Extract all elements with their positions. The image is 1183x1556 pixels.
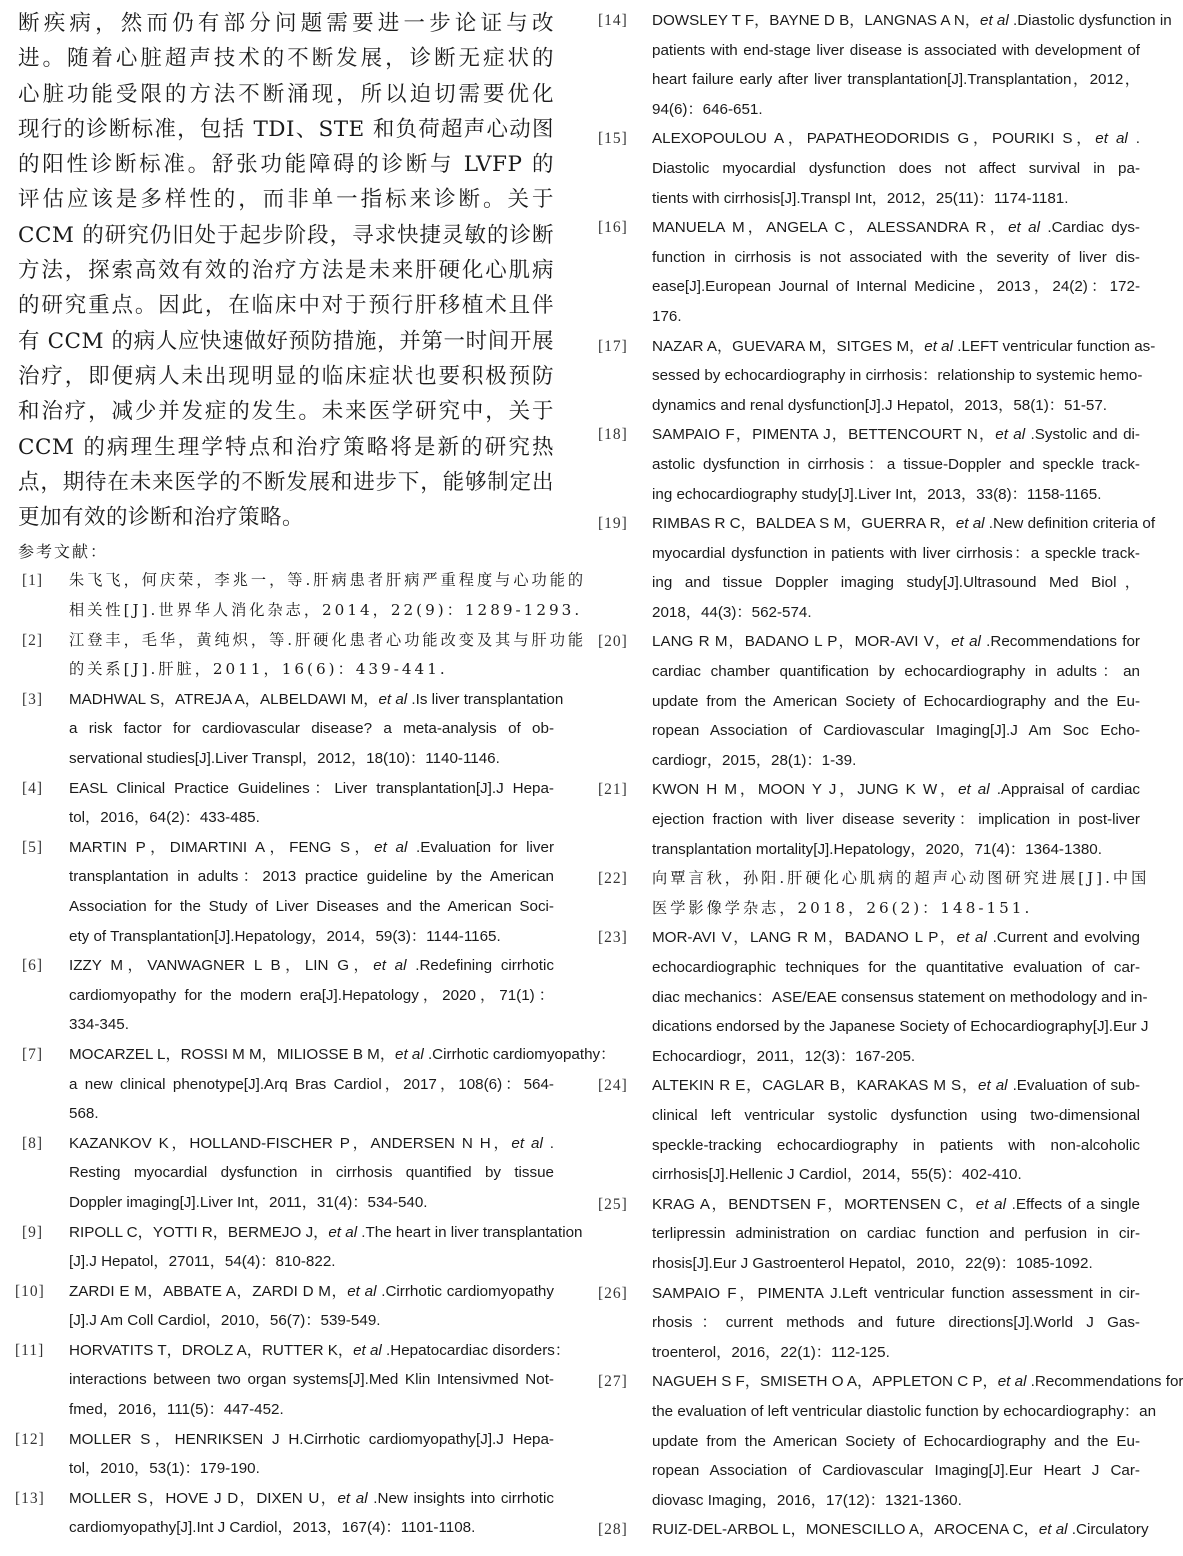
reference-line: transplantation mortality[J].Hepatology，2020，71(4)：1364-1380. [652,840,1102,858]
reference-line: SAMPAIO F，PIMENTA J，BETTENCOURT N，et al .Systolic and di- [652,426,1140,444]
reference-number: [1] [22,572,44,590]
reference-number: [3] [22,690,44,708]
reference-line: dynamics and renal dysfunction[J].J Hepatol，2013，58(1)：51-57. [652,396,1108,414]
reference-text [652,923,1149,1071]
reference-text [69,566,587,625]
reference-line: cardiac chamber quantification by echocardiography in adults：an [652,663,1140,681]
reference-text [69,1277,554,1336]
reference-line: Association for the Study of Liver Diseases and the American Soci- [69,897,554,915]
reference-line: MOLLER S，HOVE J D，DIXEN U，et al .New insights into cirrhotic [69,1489,554,1507]
reference-line: 334-345. [69,1016,129,1034]
reference-number: [22] [598,870,628,888]
reference-item [18,1129,554,1218]
reference-line: ing echocardiography study[J].Liver Int，2013，33(8)：1158-1165. [652,485,1102,503]
reference-text [69,951,554,1040]
reference-line: 的关系[J].肝脏，2011，16(6)：439-441. [69,660,448,679]
reference-line: interactions between two organ systems[J].Med Klin Intensivmed Not- [69,1371,554,1389]
reference-line: 医学影像学杂志，2018，26(2)：148-151. [652,898,1033,917]
reference-line: HORVATITS T，DROLZ A，RUTTER K，et al .Hepatocardiac disorders： [69,1341,571,1359]
reference-line: MADHWAL S，ATREJA A，ALBELDAWI M，et al .Is liver transplantation [69,690,564,708]
body-text-line: 心脏功能受限的方法不断涌现，所以迫切需要优化 [18,81,554,107]
reference-text [652,420,1140,509]
reference-item [15,1425,554,1484]
reference-line: 相关性[J].世界华人消化杂志，2014，22(9)：1289-1293. [69,601,583,620]
reference-number: [4] [22,779,44,797]
reference-line: cardiomyopathy for the modern era[J].Hepatology，2020，71(1)： [69,986,554,1004]
reference-line: ing and tissue Doppler imaging study[J].Ultrasound Med Biol， [652,574,1140,592]
reference-number: [21] [598,781,628,799]
reference-line: Resting myocardial dysfunction in cirrhosis quantified by tissue [69,1164,554,1182]
reference-number: [14] [598,12,628,29]
reference-item [598,509,1156,627]
reference-number: [5] [22,838,44,856]
reference-line: Echocardiogr，2011，12(3)：167-205. [652,1047,916,1065]
reference-line: ZARDI E M，ABBATE A，ZARDI D M，et al .Cirrhotic cardiomyopathy [69,1282,554,1300]
body-text-line: 进。随着心脏超声技术的不断发展，诊断无症状的 [18,46,554,72]
reference-item [598,923,1149,1071]
reference-item [598,1367,1183,1515]
reference-text [69,774,554,833]
reference-text [652,6,1172,124]
body-text-line: CCM 的病理生理学特点和治疗策略将是新的研究热 [18,434,554,460]
body-text-line: 有 CCM 的病人应快速做好预防措施，并第一时间开展 [18,328,554,354]
reference-text [652,864,1150,923]
reference-item [598,124,1140,213]
reference-item [598,213,1140,331]
reference-line: MOCARZEL L，ROSSI M M，MILIOSSE B M，et al .Cirrhotic cardiomyopathy： [69,1045,616,1063]
reference-text [652,775,1140,864]
reference-item [18,833,554,951]
reference-line: rhosis[J].Eur J Gastroenterol Hepatol，2010，22(9)：1085-1092. [652,1254,1093,1272]
reference-text [652,627,1140,775]
reference-line: NAGUEH S F，SMISETH O A，APPLETON C P，et al .Recommendations for [652,1373,1183,1391]
reference-line: tients with cirrhosis[J].Transpl Int，2012，25(11)：1174-1181. [652,189,1069,207]
body-text-line: 断疾病，然而仍有部分问题需要进一步论证与改 [18,11,554,36]
reference-item [598,420,1140,509]
body-text-line: 和治疗，减少并发症的发生。未来医学研究中，关于 [18,399,554,425]
body-text-line: 治疗，即便病人未出现明显的临床症状也要积极预防 [18,363,554,389]
reference-line: Diastolic myocardial dysfunction does not affect survival in pa- [652,159,1140,177]
reference-number: [25] [598,1195,628,1213]
reference-line: echocardiographic techniques for the quantitative evaluation of car- [652,959,1140,976]
reference-line: fmed，2016，111(5)：447-452. [69,1401,284,1419]
reference-number: [9] [22,1223,44,1241]
reference-item [598,1515,1149,1545]
reference-line: RIPOLL C，YOTTI R，BERMEJO J，et al .The heart in liver transplantation [69,1223,583,1241]
reference-number: [7] [22,1045,44,1063]
reference-text [652,124,1140,213]
reference-item [18,566,587,625]
reference-line: 176. [652,307,682,325]
reference-line: [J].J Hepatol，27011，54(4)：810-822. [69,1253,336,1271]
reference-line: transplantation in adults：2013 practice guideline by the American [69,868,554,886]
reference-line: 568. [69,1105,99,1123]
reference-item [598,864,1150,923]
reference-line: ALEXOPOULOU A，PAPATHEODORIDIS G，POURIKI S，et al . [652,130,1140,148]
reference-number: [10] [15,1282,45,1300]
reference-item [598,1190,1140,1279]
reference-line: troenterol，2016，22(1)：112-125. [652,1343,890,1361]
reference-line: patients with end-stage liver disease is associated with development of [652,41,1140,59]
reference-text [69,1425,554,1484]
reference-line: KRAG A，BENDTSEN F，MORTENSEN C，et al .Effects of a single [652,1195,1141,1213]
reference-text [69,1484,554,1543]
reference-line: ropean Association of Cardiovascular Imaging[J].J Am Soc Echo- [652,722,1140,740]
reference-number: [13] [15,1489,45,1507]
reference-line: [J].J Am Coll Cardiol，2010，56(7)：539-549. [69,1312,381,1330]
reference-text [69,1129,554,1218]
reference-number: [16] [598,219,628,237]
body-text-line: 更加有效的诊断和治疗策略。 [18,505,305,531]
reference-number: [23] [598,929,628,947]
reference-line: myocardial dysfunction in patients with liver cirrhosis：a speckle track- [652,544,1140,562]
reference-line: ropean Association of Cardiovascular Imaging[J].Eur Heart J Car- [652,1462,1140,1480]
reference-line: a new clinical phenotype[J].Arq Bras Cardiol，2017，108(6)：564- [69,1075,554,1093]
reference-number: [12] [15,1430,45,1448]
body-text-line: 的研究重点。因此，在临床中对于预行肝移植术且伴 [18,293,554,319]
reference-line: ease[J].European Journal of Internal Medicine，2013，24(2)：172- [652,278,1140,296]
reference-number: [26] [598,1284,628,1302]
reference-item [598,6,1172,124]
reference-line: 朱飞飞，何庆荣，李兆一，等.肝病患者肝病严重程度与心功能的 [69,571,587,590]
reference-item [15,1336,571,1425]
reference-text [652,332,1156,421]
reference-number: [19] [598,515,628,533]
reference-item [598,1279,1140,1368]
reference-line: speckle-tracking echocardiography in patients with non-alcoholic [652,1136,1140,1154]
reference-line: clinical left ventricular systolic dysfunction using two-dimensional [652,1106,1140,1124]
references-heading: 参考文献： [18,542,109,562]
reference-line: MANUELA M，ANGELA C，ALESSANDRA R，et al .Cardiac dys- [652,219,1140,237]
body-text-line: 评估应该是多样性的，而非单一指标来诊断。关于 [18,187,554,213]
reference-line: KAZANKOV K，HOLLAND-FISCHER P，ANDERSEN N H，et al . [69,1134,554,1152]
reference-number: [6] [22,957,44,975]
reference-number: [11] [15,1341,45,1359]
reference-number: [24] [598,1077,628,1095]
reference-text [652,1190,1140,1279]
reference-item [598,332,1156,421]
reference-line: servational studies[J].Liver Transpl，2012，18(10)：1140-1146. [69,750,500,768]
reference-line: terlipressin administration on cardiac function and perfusion in cir- [652,1225,1140,1243]
reference-line: 江登丰，毛华，黄纯炽，等.肝硬化患者心功能改变及其与肝功能 [69,630,587,649]
body-text-line: 现行的诊断标准，包括 TDI、STE 和负荷超声心动图 [18,116,554,142]
body-paragraph [18,6,554,535]
reference-text [652,213,1140,331]
reference-line: MOR-AVI V，LANG R M，BADANO L P，et al .Current and evolving [652,929,1140,947]
reference-text [652,1071,1140,1189]
reference-line: DOWSLEY T F，BAYNE D B，LANGNAS A N，et al .Diastolic dysfunction in [652,12,1172,29]
reference-line: cirrhosis[J].Hellenic J Cardiol，2014，55(5)：402-410. [652,1166,1022,1184]
reference-line: LANG R M，BADANO L P，MOR-AVI V，et al .Recommendations for [652,633,1140,651]
reference-line: ety of Transplantation[J].Hepatology，2014，59(3)：1144-1165. [69,927,501,945]
reference-line: update from the American Society of Echocardiography and the Eu- [652,1432,1140,1450]
reference-line: ALTEKIN R E，CAGLAR B，KARAKAS M S，et al .Evaluation of sub- [652,1077,1141,1095]
reference-item [598,1071,1140,1189]
reference-item [18,685,564,774]
reference-line: a risk factor for cardiovascular disease? a meta-analysis of ob- [69,720,554,738]
reference-line: IZZY M，VANWAGNER L B，LIN G，et al .Redefining cirrhotic [69,957,554,975]
reference-text [652,1367,1183,1515]
body-text-line: 方法，探索高效有效的治疗方法是未来肝硬化心肌病 [18,258,554,284]
reference-line: diac mechanics：ASE/EAE consensus statement on methodology and in- [652,988,1148,1006]
reference-line: dications endorsed by the Japanese Society of Echocardiography[J].Eur J [652,1018,1149,1036]
reference-line: tol，2010，53(1)：179-190. [69,1460,260,1478]
reference-line: update from the American Society of Echocardiography and the Eu- [652,692,1140,710]
reference-line: Doppler imaging[J].Liver Int，2011，31(4)：534-540. [69,1193,428,1211]
reference-line: ejection fraction with liver disease severity：implication in post-liver [652,811,1140,829]
reference-line: astolic dysfunction in cirrhosis：a tissue-Doppler and speckle track- [652,455,1140,473]
reference-line: MARTIN P，DIMARTINI A，FENG S，et al .Evaluation for liver [69,838,555,856]
reference-number: [2] [22,631,44,649]
reference-line: 94(6)：646-651. [652,100,763,118]
reference-line: MOLLER S，HENRIKSEN J H.Cirrhotic cardiomyopathy[J].J Hepa- [69,1430,554,1448]
reference-line: EASL Clinical Practice Guidelines：Liver transplantation[J].J Hepa- [69,779,554,797]
reference-line: diovasc Imaging，2016，17(12)：1321-1360. [652,1491,962,1509]
reference-number: [20] [598,633,628,651]
right-column [598,0,1183,1545]
reference-item [15,1484,554,1543]
references-list-right [598,6,1183,1545]
reference-text [69,1218,583,1277]
reference-item [18,774,554,833]
reference-item [15,1277,554,1336]
reference-number: [27] [598,1373,628,1391]
body-text-line: 点，期待在未来医学的不断发展和进步下，能够制定出 [18,469,554,495]
reference-line: KWON H M，MOON Y J，JUNG K W，et al .Appraisal of cardiac [652,781,1140,799]
body-text-line: 的阳性诊断标准。舒张功能障碍的诊断与 LVFP 的 [18,152,554,178]
reference-line: tol，2016，64(2)：433-485. [69,809,260,827]
reference-item [598,627,1140,775]
reference-line: SAMPAIO F，PIMENTA J.Left ventricular function assessment in cir- [652,1284,1140,1302]
reference-number: [18] [598,426,628,444]
reference-item [18,951,554,1040]
reference-line: function in cirrhosis is not associated with the severity of liver dis- [652,248,1140,266]
reference-number: [8] [22,1134,44,1152]
reference-line: rhosis：current methods and future directions[J].World J Gas- [652,1314,1140,1332]
reference-item [18,626,587,685]
reference-line: sessed by echocardiography in cirrhosis：relationship to systemic hemo- [652,367,1143,385]
reference-text [652,509,1156,627]
reference-line: 2018，44(3)：562-574. [652,603,812,621]
reference-text [69,626,587,685]
reference-line: the evaluation of left ventricular diastolic function by echocardiography：an [652,1402,1157,1420]
reference-text [652,1279,1140,1368]
reference-text [69,685,564,774]
reference-line: cardiomyopathy[J].Int J Cardiol，2013，167(4)：1101-1108. [69,1519,476,1537]
reference-line: NAZAR A，GUEVARA M，SITGES M，et al .LEFT ventricular function as- [652,337,1156,355]
reference-line: RIMBAS R C，BALDEA S M，GUERRA R，et al .New definition criteria of [652,515,1156,533]
reference-line: 向覃言秋，孙阳.肝硬化心肌病的超声心动图研究进展[J].中国 [652,869,1150,888]
reference-text [69,833,554,951]
body-text-line: CCM 的研究仍旧处于起步阶段，寻求快捷灵敏的诊断 [18,222,554,248]
reference-number: [28] [598,1521,628,1539]
reference-item [18,1218,583,1277]
reference-text [652,1515,1149,1545]
reference-item [598,775,1140,864]
reference-line: RUIZ-DEL-ARBOL L，MONESCILLO A，AROCENA C，et al .Circulatory [652,1521,1149,1539]
reference-text [69,1336,571,1425]
reference-line: cardiogr，2015，28(1)：1-39. [652,751,857,769]
reference-line: heart failure early after liver transplantation[J].Transplantation，2012， [652,71,1140,89]
reference-number: [17] [598,337,628,355]
reference-number: [15] [598,130,628,148]
